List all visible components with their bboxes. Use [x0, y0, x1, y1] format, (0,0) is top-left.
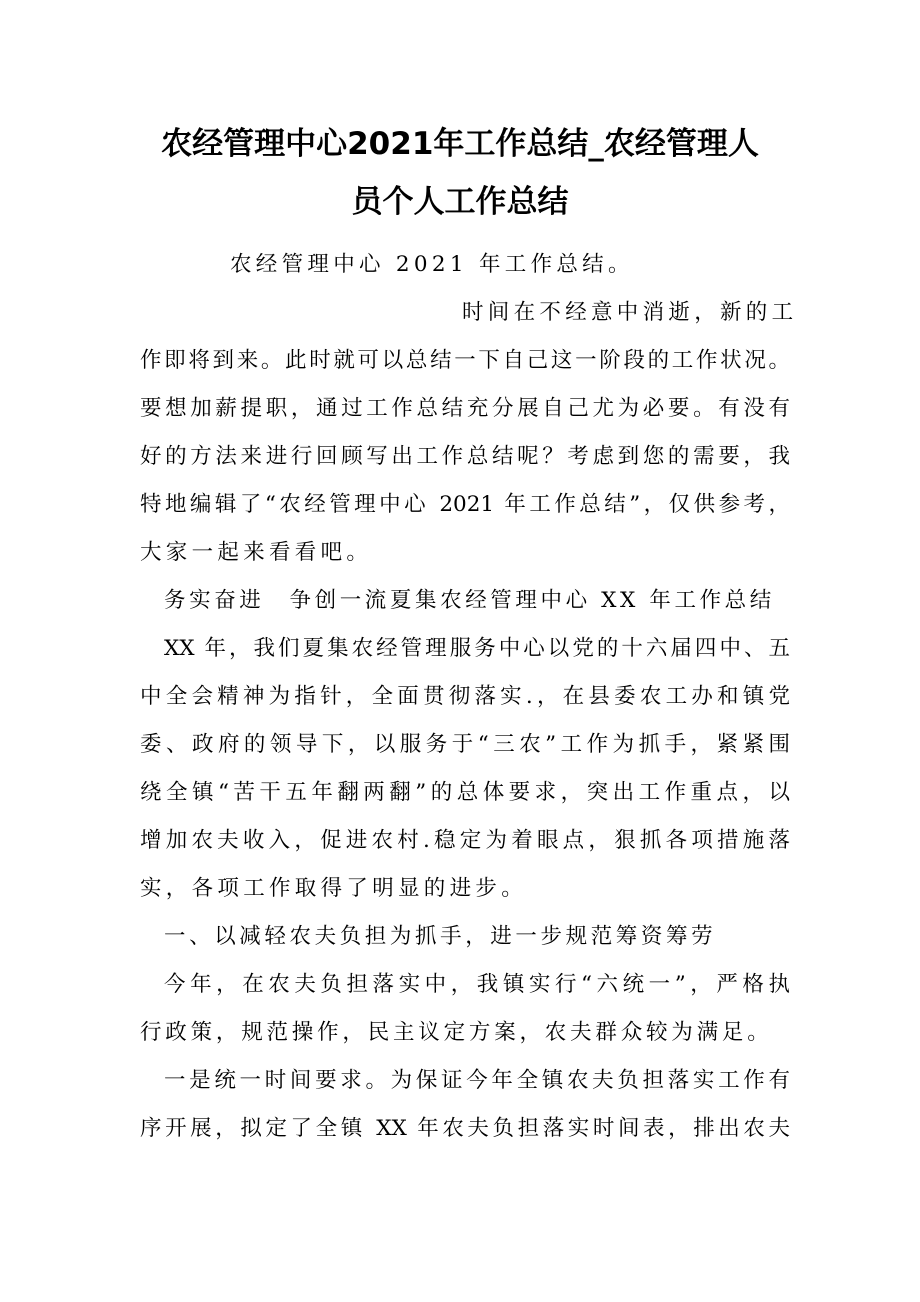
body-line: 好的方法来进行回顾写出工作总结呢？考虑到您的需要，我: [140, 444, 790, 469]
title-line-1: 农经管理中心2021年工作总结_农经管理人: [161, 126, 759, 162]
body-line: 大家一起来看看吧。: [140, 540, 373, 565]
body-line: 特地编辑了“农经管理中心 2021 年工作总结”，仅供参考，: [140, 492, 790, 517]
body-line: 作即将到来。此时就可以总结一下自己这一阶段的工作状况。: [140, 348, 790, 373]
document-title: [130, 115, 790, 231]
body-line: 要想加薪提职，通过工作总结充分展自己尤为必要。有没有: [140, 396, 790, 421]
body-line: 今年，在农夫负担落实中，我镇实行“六统一”，严格执: [164, 972, 790, 997]
title-line-2: 员个人工作总结: [351, 184, 569, 220]
subsection-heading: 一、以减轻农夫负担为抓手，进一步规范筹资筹劳: [164, 924, 717, 949]
body-line: 中全会精神为指针，全面贯彻落实.，在县委农工办和镇党: [140, 684, 790, 709]
section-title: 务实奋进 争创一流夏集农经管理中心 XX 年工作总结: [164, 588, 775, 613]
body-line: XX 年，我们夏集农经管理服务中心以党的十六届四中、五: [164, 636, 790, 661]
body-line: 委、政府的领导下，以服务于“三农”工作为抓手，紧紧围: [140, 732, 790, 757]
body-line: 一是统一时间要求。为保证今年全镇农夫负担落实工作有: [164, 1068, 790, 1093]
body-line: 行政策，规范操作，民主议定方案，农夫群众较为满足。: [140, 1020, 773, 1045]
body-line: 实，各项工作取得了明显的进步。: [140, 876, 528, 901]
body-line: 增加农夫收入，促进农村.稳定为着眼点，狠抓各项措施落: [140, 828, 790, 853]
body-line: 序开展，拟定了全镇 XX 年农夫负担落实时间表，排出农夫: [140, 1116, 790, 1141]
body-line: 时间在不经意中消逝，新的工: [462, 300, 798, 325]
intro-heading: 农经管理中心 2021 年工作总结。: [230, 252, 634, 277]
body-line: 绕全镇“苦干五年翻两翻”的总体要求，突出工作重点，以: [140, 780, 790, 805]
